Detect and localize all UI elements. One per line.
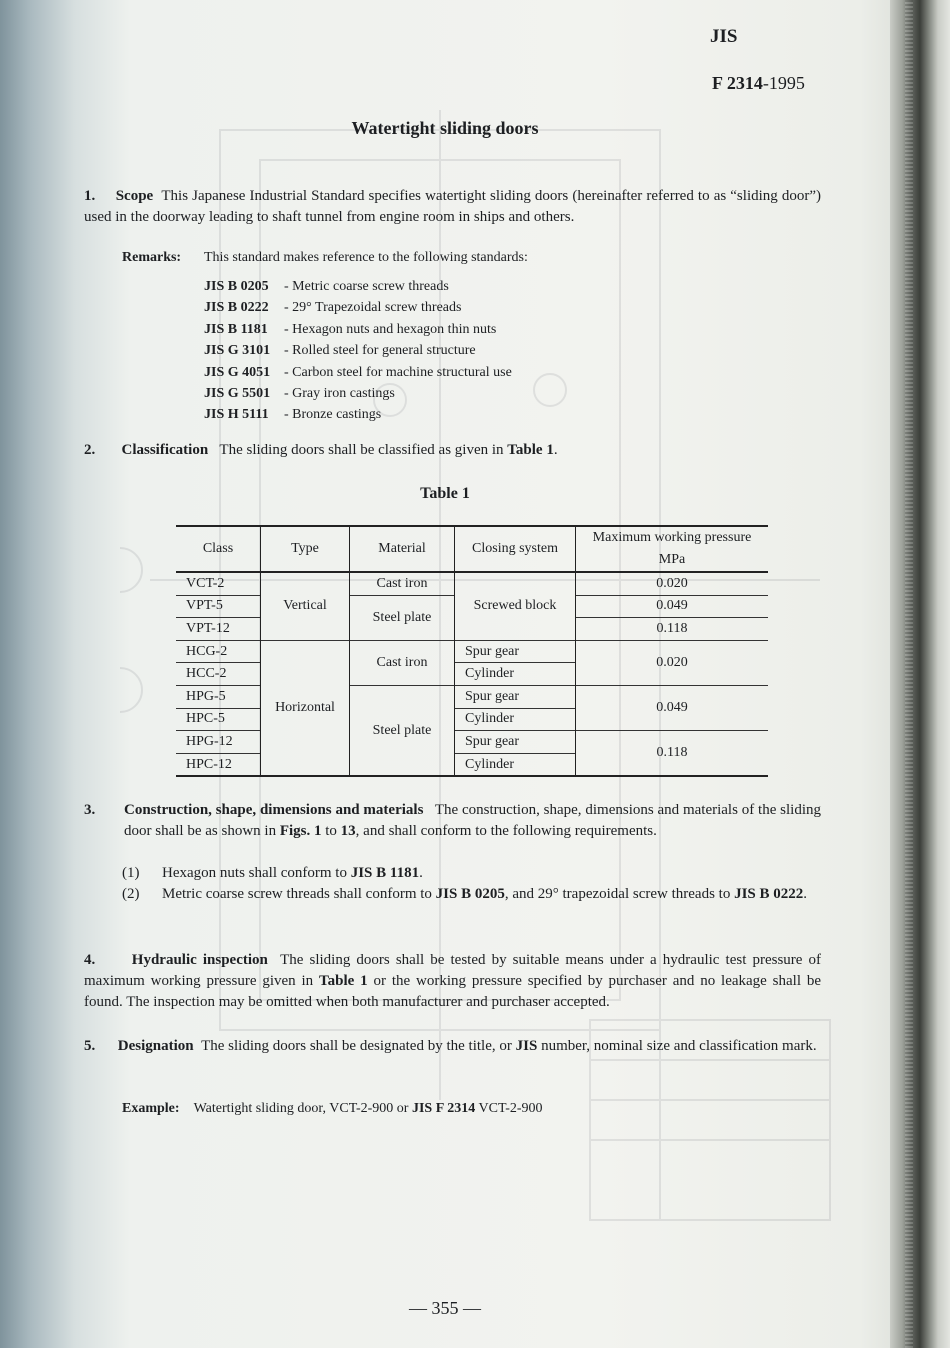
closing-cell: Spur gear [455,731,576,754]
col-header-material: Material [350,526,455,572]
table-row [176,640,768,663]
reference-code: JIS G 5501 [204,386,271,402]
pressure-cell: 0.118 [576,618,769,641]
example-text: Watertight sliding door, VCT-2-900 or [193,1101,412,1116]
hydraulic-section [84,950,821,1013]
class-cell: HPG-5 [176,685,261,708]
requirement-number: (2) [122,886,140,902]
reference-item [204,297,512,318]
class-cell: HPC-5 [176,708,261,731]
hydraulic-number: 4. [84,952,96,968]
col-header-class: Class [176,526,261,572]
requirement-item [122,884,821,905]
requirement-standard: JIS B 0205 [435,886,505,902]
reference-code: JIS G 3101 [204,343,271,359]
closing-cell: Screwed block [455,572,576,640]
pressure-cell: 0.049 [576,595,769,618]
scope-number: 1. [84,188,96,204]
type-cell: Horizontal [261,640,350,776]
figure-reference: Figs. 1 [279,823,322,839]
designation-text-end: number, nominal size and classification mark. [537,1038,817,1054]
col-header-type: Type [261,526,350,572]
table-caption: Table 1 [420,485,470,502]
pressure-cell: 0.118 [576,731,769,777]
reference-desc: - Rolled steel for general structure [284,343,476,359]
reference-item [204,276,512,297]
reference-list [204,276,512,426]
material-cell: Cast iron [350,572,455,595]
classification-section [84,440,821,461]
reference-desc: - 29° Trapezoidal screw threads [284,300,462,316]
closing-cell: Cylinder [455,708,576,731]
hydraulic-text: The sliding doors shall be tested by suitable means under a hydraulic test pressure of maximum working pressure given in [84,952,822,989]
construction-section [84,800,821,842]
construction-text-to: to [321,823,341,839]
class-cell: VCT-2 [176,572,261,595]
requirement-text-end: . [803,886,808,902]
requirement-number: (1) [122,865,140,881]
reference-code: JIS B 1181 [204,321,268,337]
reference-code: JIS B 0222 [204,300,269,316]
closing-cell: Cylinder [455,753,576,776]
classification-label: Classification [121,442,209,458]
pressure-header-text: Maximum working pressure [592,530,752,545]
classification-text: The sliding doors shall be classified as given in [219,442,508,458]
reference-item [204,404,512,425]
table-reference: Table 1 [507,442,554,458]
hydraulic-label: Hydraulic inspection [131,952,268,968]
class-cell: HCC-2 [176,663,261,686]
classification-table [176,525,768,777]
classification-number: 2. [84,442,96,458]
table-row [176,572,768,595]
requirement-text: Hexagon nuts shall conform to [162,865,351,881]
designation-section [84,1036,821,1057]
reference-item [204,340,512,361]
page-title: Watertight sliding doors [351,118,539,138]
class-cell: HPG-12 [176,731,261,754]
scope-text: This Japanese Industrial Standard specifies watertight sliding doors (hereinafter referred to as “sliding door”) used in the doorway leading to shaft tunnel from engine room in ships and others. [84,188,822,225]
construction-label: Construction, shape, dimensions and materials [124,802,424,818]
reference-desc: - Metric coarse screw threads [284,279,449,294]
remarks-label: Remarks: [122,250,182,265]
closing-cell: Spur gear [455,685,576,708]
class-cell: HPC-12 [176,753,261,776]
requirement-text-mid: , and 29° trapezoidal screw threads to [504,886,735,902]
designation-label: Designation [117,1038,194,1054]
reference-item [204,383,512,404]
designation-text: The sliding doors shall be designated by the title, or [201,1038,516,1054]
scope-section [84,186,821,228]
designation-jis: JIS [515,1038,538,1054]
pressure-cell: 0.049 [576,685,769,730]
page-number: — 355 — [409,1298,481,1318]
requirement-text: Metric coarse screw threads shall conform to [162,886,436,902]
material-cell: Steel plate [350,595,455,640]
construction-number: 3. [84,802,96,818]
reference-code: JIS B 0205 [204,279,269,294]
reference-item [204,362,512,383]
construction-text: The construction, shape, dimensions and materials of the sliding door shall be as shown in [124,802,821,839]
closing-cell: Spur gear [455,640,576,663]
example-standard: JIS F 2314 [411,1101,476,1116]
classification-text-end: . [553,442,558,458]
book-page-stack [905,0,913,1348]
reference-code: JIS G 4051 [204,364,271,380]
requirement-item [122,863,821,884]
example-text-end: VCT-2-900 [475,1101,543,1116]
construction-text-end: , and shall conform to the following requirements. [355,823,657,839]
scope-label: Scope [115,188,154,204]
pressure-unit: MPa [658,552,686,567]
reference-desc: - Bronze castings [284,407,382,423]
col-header-closing-system: Closing system [455,526,576,572]
reference-item [204,319,512,340]
material-cell: Cast iron [350,640,455,685]
book-page-edge [890,0,950,1348]
table-header-row [176,526,768,572]
reference-desc: - Hexagon nuts and hexagon thin nuts [284,321,497,337]
header-series: JIS [710,26,738,47]
remarks-intro: This standard makes reference to the following standards: [204,250,528,265]
example-line [122,1101,543,1117]
designation-number: 5. [84,1038,96,1054]
class-cell: VPT-12 [176,618,261,641]
reference-desc: - Carbon steel for machine structural use [284,364,512,380]
requirement-standard: JIS B 1181 [350,865,420,881]
requirement-standard-2: JIS B 0222 [734,886,804,902]
pressure-cell: 0.020 [576,572,769,595]
reference-code: JIS H 5111 [204,407,269,423]
class-cell: HCG-2 [176,640,261,663]
pressure-cell: 0.020 [576,640,769,685]
col-header-pressure [576,526,769,572]
hydraulic-text-end: or the working pressure specified by purchaser and no leakage shall be found. The inspection may be omitted when both manufacturer and purchaser accepted. [84,973,822,1010]
figure-reference-end: 13 [340,823,356,839]
material-cell: Steel plate [350,685,455,776]
requirement-text-end: . [419,865,423,881]
example-label: Example: [122,1101,180,1116]
requirement-list [122,863,821,905]
reference-desc: - Gray iron castings [284,386,395,402]
class-cell: VPT-5 [176,595,261,618]
table-reference: Table 1 [319,973,368,989]
type-cell: Vertical [261,572,350,640]
header-standard-number: F 2314-1995 [712,73,805,93]
closing-cell: Cylinder [455,663,576,686]
